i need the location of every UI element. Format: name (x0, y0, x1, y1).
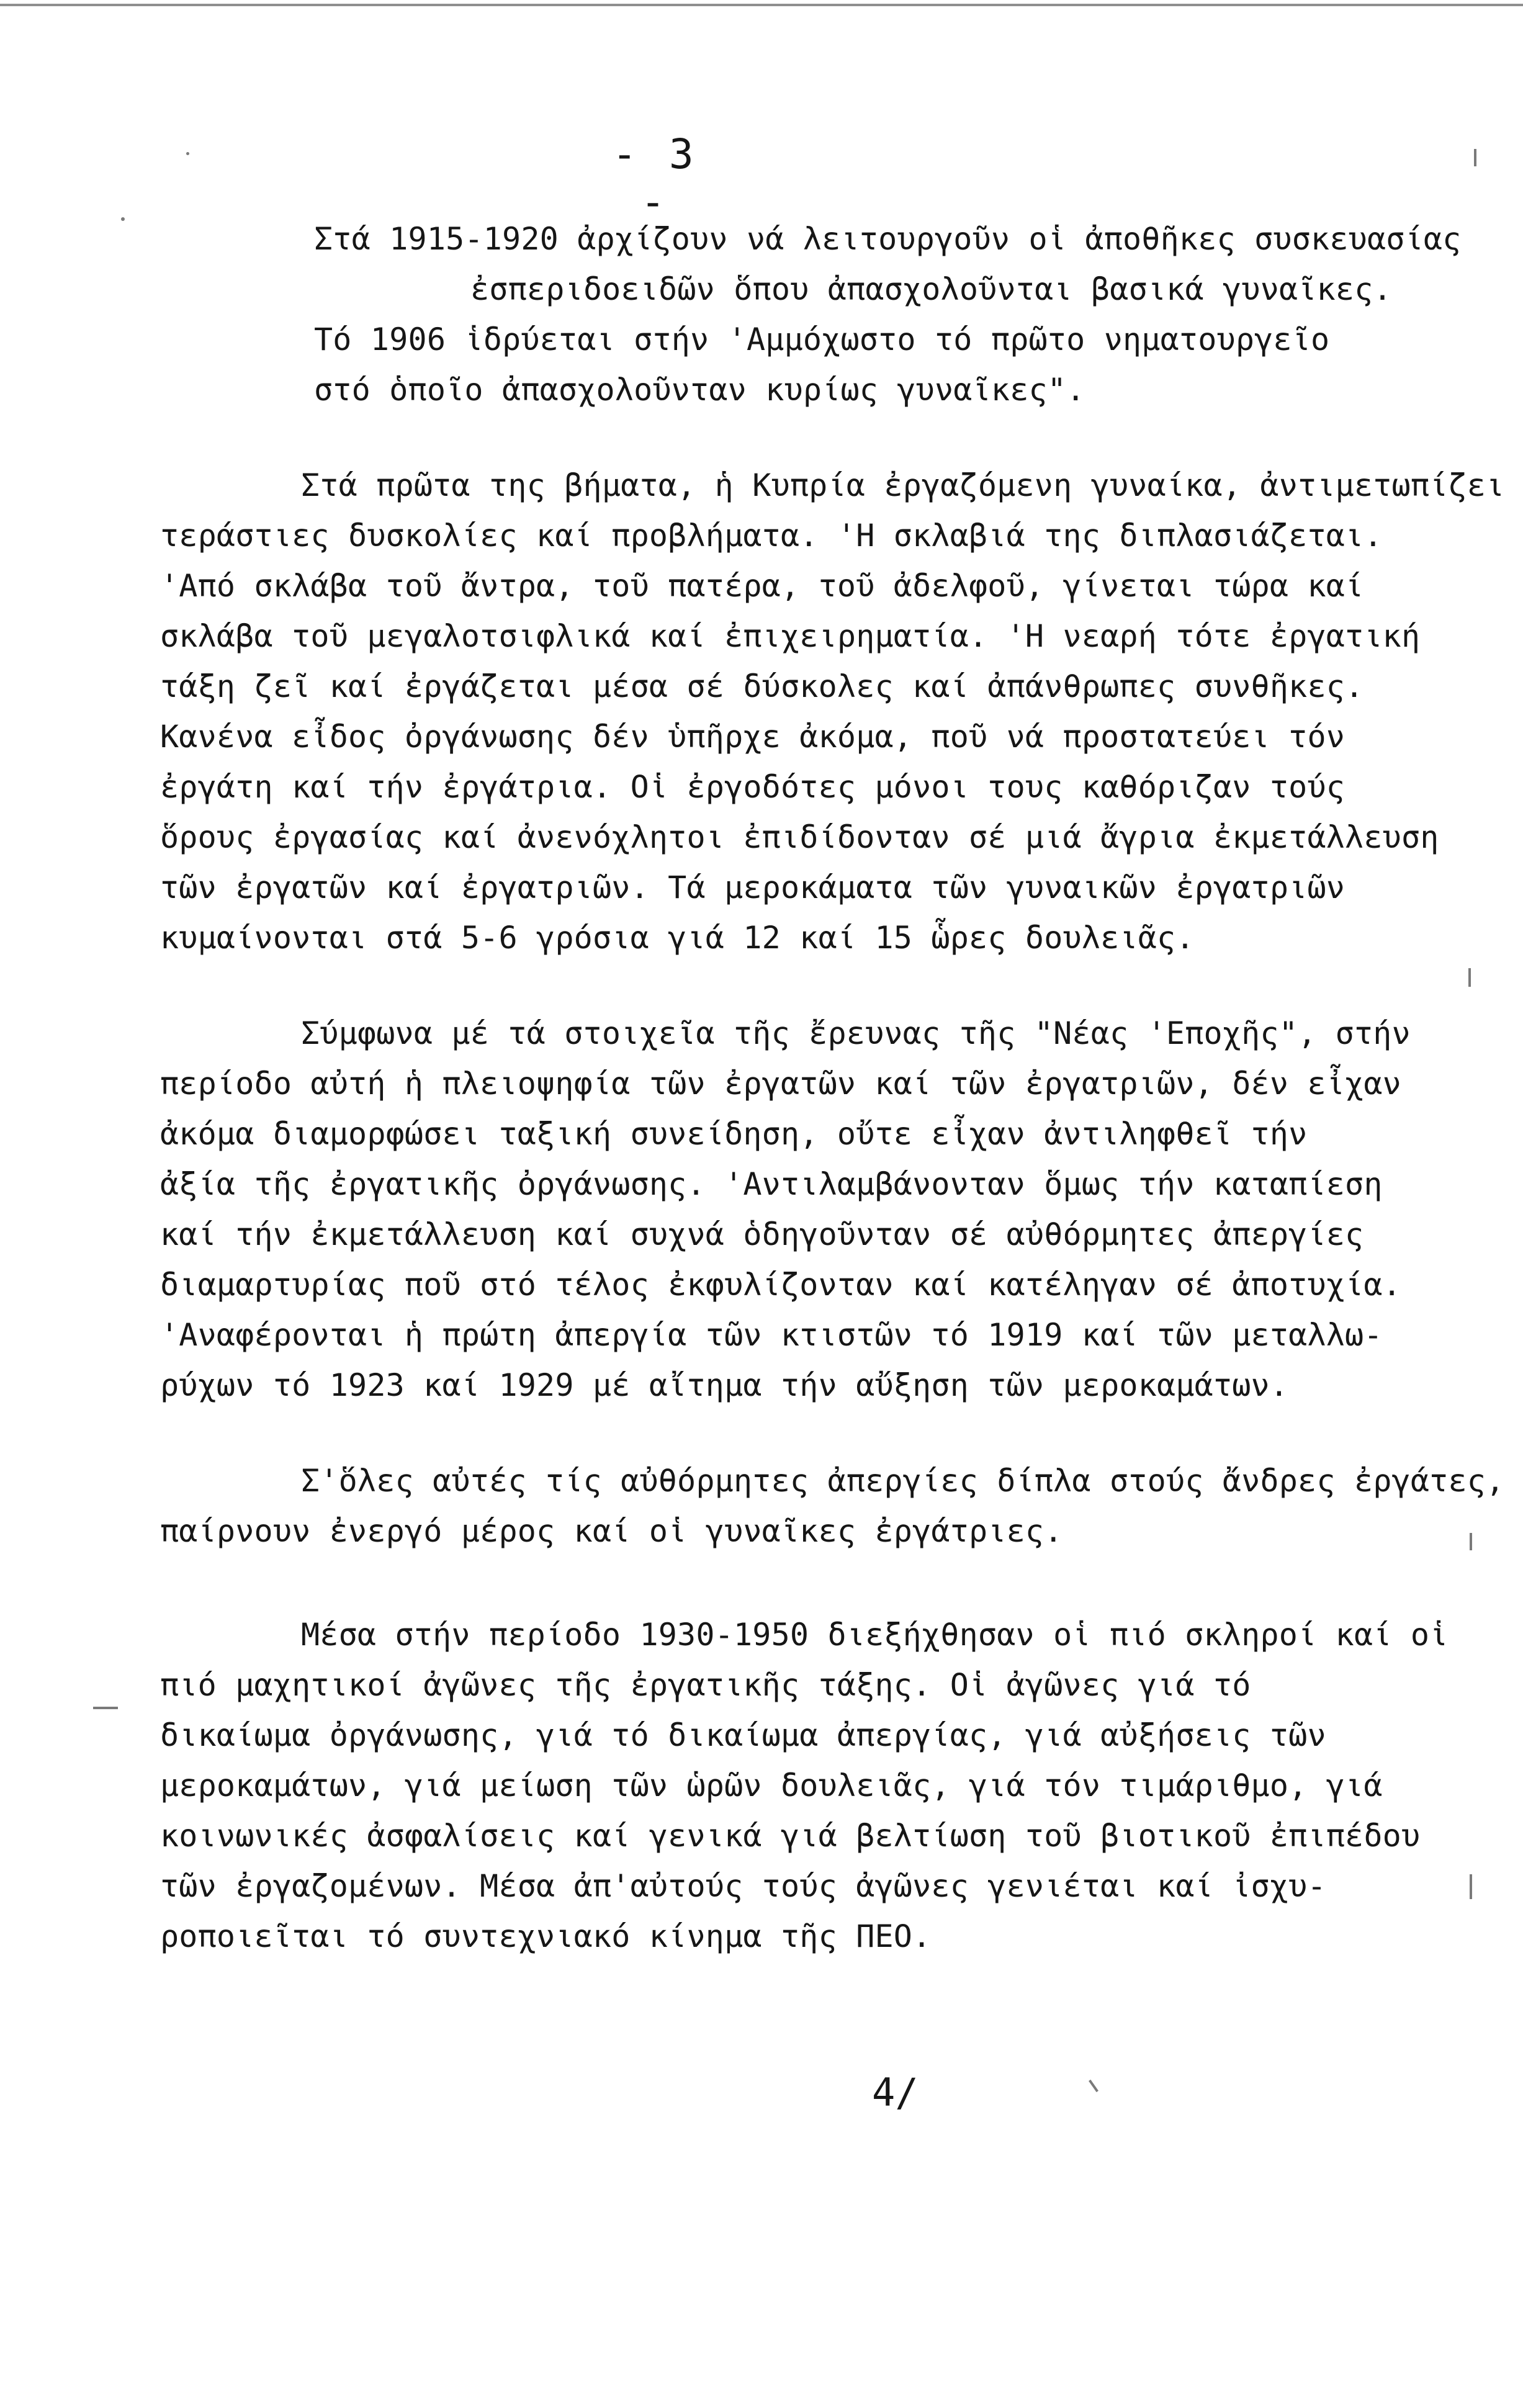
text-line: ρύχων τό 1923 καί 1929 μέ αἴτημα τήν αὔξηση τῶν μεροκαμάτων. (160, 1367, 1289, 1403)
text-line: Κανένα εἶδος ὀργάνωσης δέν ὑπῆρχε ἀκόμα, ποῦ νά προστατεύει τόν (160, 719, 1346, 755)
text-line: ροποιεῖται τό συντεχνιακό κίνημα τῆς ΠΕΟ. (160, 1918, 932, 1954)
margin-speck (1089, 2080, 1098, 2092)
text-line: Σ'ὅλες αὐτές τίς αὐθόρμητες ἀπεργίες δίπλα στούς ἄνδρες ἐργάτες, (301, 1463, 1505, 1499)
top-border-line (0, 4, 1523, 9)
text-line: ἀκόμα διαμορφώσει ταξική συνείδηση, οὔτε εἶχαν ἀντιληφθεῖ τήν (160, 1116, 1308, 1152)
margin-speck (186, 152, 189, 155)
page-number: - 3 - (612, 130, 698, 226)
text-line: τῶν ἐργατῶν καί ἐργατριῶν. Τά μεροκάματα τῶν γυναικῶν ἐργατριῶν (160, 869, 1346, 905)
paragraph-2 (160, 460, 1505, 963)
text-line: σκλάβα τοῦ μεγαλοτσιφλικά καί ἐπιχειρηματία. 'Η νεαρή τότε ἐργατική (160, 618, 1421, 654)
text-line: Σύμφωνα μέ τά στοιχεῖα τῆς ἔρευνας τῆς "Νέας 'Εποχῆς", στήν (301, 1015, 1411, 1051)
margin-mark (1470, 1533, 1472, 1550)
text-line: ἐσπεριδοειδῶν ὅπου ἀπασχολοῦνται βασικά γυναῖκες. (470, 271, 1392, 307)
margin-speck (93, 1707, 118, 1709)
paragraph-5 (160, 1610, 1488, 1962)
paragraph-3 (160, 1009, 1488, 1411)
text-line: τεράστιες δυσκολίες καί προβλήματα. 'Η σκλαβιά της διπλασιάζεται. (160, 518, 1383, 554)
text-line: καί τήν ἐκμετάλλευση καί συχνά ὁδηγοῦνταν σέ αὐθόρμητες ἀπεργίες (160, 1216, 1364, 1252)
text-line: παίρνουν ἐνεργό μέρος καί οἱ γυναῖκες ἐργάτριες. (160, 1513, 1063, 1549)
text-line: Στά 1915-1920 ἀρχίζουν νά λειτουργοῦν οἱ ἀποθῆκες συσκευασίας (314, 221, 1462, 257)
text-line: στό ὁποῖο ἀπασχολοῦνταν κυρίως γυναῖκες". (314, 372, 1085, 408)
margin-mark (1474, 149, 1476, 166)
margin-mark (1470, 1874, 1472, 1899)
paragraph-1 (160, 214, 1488, 415)
margin-mark (1468, 968, 1471, 987)
text-line: διαμαρτυρίας ποῦ στό τέλος ἐκφυλίζονταν καί κατέληγαν σέ ἀποτυχία. (160, 1267, 1401, 1303)
text-line: τάξη ζεῖ καί ἐργάζεται μέσα σέ δύσκολες καί ἀπάνθρωπες συνθῆκες. (160, 668, 1364, 704)
text-line: κοινωνικές ἀσφαλίσεις καί γενικά γιά βελτίωση τοῦ βιοτικοῦ ἐπιπέδου (160, 1818, 1421, 1854)
margin-speck (121, 217, 125, 221)
text-line: 'Από σκλάβα τοῦ ἄντρα, τοῦ πατέρα, τοῦ ἀδελφοῦ, γίνεται τώρα καί (160, 568, 1364, 604)
text-line: ὅρους ἐργασίας καί ἀνενόχλητοι ἐπιδίδονταν σέ μιά ἄγρια ἐκμετάλλευση (160, 819, 1439, 855)
catchword: 4/ (872, 2070, 919, 2115)
text-line: περίοδο αὐτή ἡ πλειοψηφία τῶν ἐργατῶν καί τῶν ἐργατριῶν, δέν εἶχαν (160, 1066, 1401, 1102)
text-line: μεροκαμάτων, γιά μείωση τῶν ὡρῶν δουλειᾶς, γιά τόν τιμάριθμο, γιά (160, 1768, 1383, 1804)
text-line: Τό 1906 ἱδρύεται στήν 'Αμμόχωστο τό πρῶτο νηματουργεῖο (314, 321, 1330, 357)
text-line: πιό μαχητικοί ἀγῶνες τῆς ἐργατικῆς τάξης. Οἱ ἀγῶνες γιά τό (160, 1667, 1251, 1703)
text-line: Μέσα στήν περίοδο 1930-1950 διεξήχθησαν οἱ πιό σκληροί καί οἱ (301, 1617, 1449, 1653)
text-line: κυμαίνονται στά 5-6 γρόσια γιά 12 καί 15 ὧρες δουλειᾶς. (160, 920, 1195, 956)
text-line: ἐργάτη καί τήν ἐργάτρια. Οἱ ἐργοδότες μόνοι τους καθόριζαν τούς (160, 769, 1346, 805)
text-line: ἀξία τῆς ἐργατικῆς ὀργάνωσης. 'Αντιλαμβάνονταν ὅμως τήν καταπίεση (160, 1166, 1383, 1202)
paragraph-4 (160, 1456, 1505, 1557)
text-line: Στά πρῶτα της βήματα, ἡ Κυπρία ἐργαζόμενη γυναίκα, ἀντιμετωπίζει (301, 467, 1505, 503)
text-line: τῶν ἐργαζομένων. Μέσα ἀπ'αὐτούς τούς ἀγῶνες γενιέται καί ἰσχυ- (160, 1868, 1326, 1904)
text-line: 'Αναφέρονται ἡ πρώτη ἀπεργία τῶν κτιστῶν τό 1919 καί τῶν μεταλλω- (160, 1317, 1383, 1353)
document-body (160, 214, 1505, 1962)
text-line: δικαίωμα ὀργάνωσης, γιά τό δικαίωμα ἀπεργίας, γιά αὐξήσεις τῶν (160, 1717, 1326, 1753)
